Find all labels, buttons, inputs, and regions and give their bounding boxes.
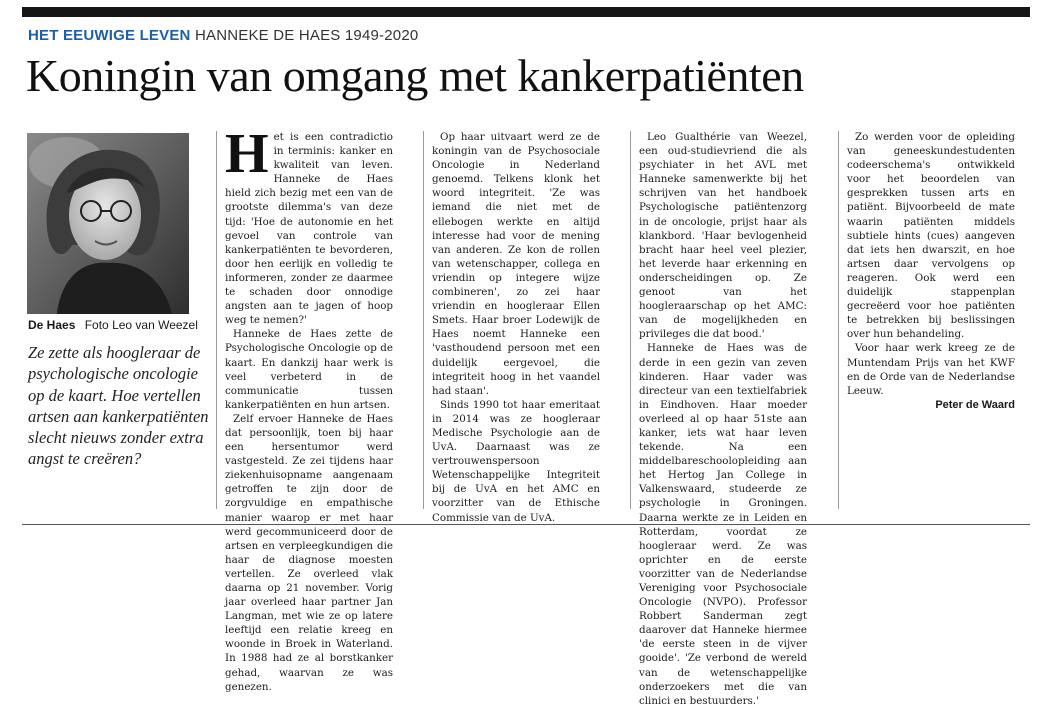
drop-cap: H (225, 123, 269, 185)
column-divider (423, 131, 424, 509)
subject-name-years: HANNEKE DE HAES 1949-2020 (194, 27, 419, 44)
section-label: HET EEUWIGE LEVEN (28, 27, 191, 44)
article-paragraph: Hanneke de Haes zette de Psychologische Oncologie op de kaart. En dankzij haar werk is veel verbeterd in de communicatie tussen kankerpatiënten en hun artsen. (225, 328, 393, 411)
author-byline: Peter de Waard (935, 398, 1015, 411)
portrait-photo (27, 133, 189, 314)
column-divider (838, 131, 839, 509)
article-headline: Koningin van omgang met kankerpatiënten (26, 50, 804, 101)
caption-name: De Haes (28, 318, 76, 332)
article-paragraph: Zelf ervoer Hanneke de Haes dat persoonlijk, toen bij haar een hersentumor werd vastgesteld. Ze zei tijdens haar ziekenhuisopname aangenaam getroffen te zijn door de zorgvuldige en empathische manier waarop er met haar werd gecommuniceerd door de artsen en verpleegkundigen die haar de diagnose moesten vertellen. Ze overleed vlak daarna op 21 november. Vorig jaar overleed haar partner Jan Langman, met wie ze op latere leeftijd een relatie kreeg en woonde in Broek in Waterland. In 1988 had ze al borstkanker gehad, waarvan ze was genezen. (225, 412, 393, 693)
column-divider (630, 131, 631, 509)
bottom-rule (22, 524, 1030, 525)
top-rule (22, 7, 1030, 17)
article-column-4 (847, 130, 1015, 412)
article-paragraph: Voor haar werk kreeg ze de Muntendam Prijs van het KWF en de Orde van de Nederlandse Leeuw. (847, 342, 1015, 397)
article-column-3 (639, 130, 807, 708)
article-paragraph: Sinds 1990 tot haar emeritaat in 2014 was ze hoogleraar Medische Psychologie aan de UvA. Daarnaast was ze vertrouwenspersoon Wetenschappelijke Integriteit bij de UvA en het AMC en voorzitter van de Ethische Commissie van de UvA. (432, 398, 600, 524)
article-column-2 (432, 130, 600, 525)
pull-quote: Ze zette als hoogleraar de psychologische oncologie op de kaart. Hoe vertellen artsen aan kankerpatiënten slecht nieuws zonder extra angst te creëren? (28, 343, 209, 469)
article-paragraph: Leo Gualthérie van Weezel, een oud-studievriend die als psychiater in het AVL met Hanneke samenwerkte bij het schrijven van het handboek Psychologische patiëntenzorg in de oncologie, prijst haar als klankbord. 'Haar bevlogenheid bracht haar heel veel plezier, het leverde haar erkenning en onderscheidingen op. Ze genoot van het hoogleraarschap op het AMC: van de mogelijkheden en privileges die dat bood.' (639, 131, 807, 341)
section-kicker (28, 27, 418, 44)
article-paragraph: Het is een contradictio in terminis: kanker en kwaliteit van leven. Hanneke de Haes hield zich bezig met een van de grootste dilemma's van deze tijd: 'Hoe de autonomie en het gevoel van controle van kankerpatiënten te bevorderen, door hen eerlijk en volledig te informeren, zonder ze daarmee te schaden door onnodige angsten aan te jagen of hoop weg te nemen?' (225, 123, 393, 327)
caption-credit: Foto Leo van Weezel (84, 318, 198, 332)
article-column-1 (225, 123, 393, 693)
article-paragraph: Op haar uitvaart werd ze de koningin van de Psychosociale Oncologie in Nederland genoemd. Telkens klonk het woord integriteit. 'Ze was iemand die niet met de ellebogen werkte en altijd interesse had voor de mening van anderen. Ze kon de rollen van wetenschapper, collega en vriendin op integere wijze combineren', zo zei haar vriendin en hoogleraar Ellen Smets. Haar broer Lodewijk de Haes noemt Hanneke een 'vasthoudend persoon met een duidelijk eergevoel, die integriteit hoog in het vaandel had staan'. (432, 131, 600, 397)
photo-caption (28, 318, 198, 332)
article-paragraph: Hanneke de Haes was de derde in een gezin van zeven kinderen. Haar vader was directeur van een textielfabriek in Eindhoven. Haar moeder overleed al op haar 51ste aan kanker, iets wat haar leven tekende. Na een middelbareschoolopleiding aan het Hertog Jan College in Valkenswaard, studeerde ze psychologie in Groningen. Daarna werkte ze in Leiden en Rotterdam, voordat ze hoogleraar werd. Ze was oprichter en de eerste voorzitter van de Nederlandse Vereniging voor Psychosociale Oncologie (NVPO). Professor Robbert Sanderman zegt daarover dat Hanneke hiermee 'de eerste steen in de vijver gooide'. 'Ze verbond de wereld van de wetenschappelijke onderzoekers met die van clinici en bestuurders.' (639, 342, 807, 707)
article-paragraph: Zo werden voor de opleiding van geneeskundestudenten codeerschema's ontwikkeld voor het beoordelen van gesprekken tussen arts en patiënt. Bijvoorbeeld de mate waarin patiënten middels subtiele hints (cues) aangeven dat iets hen dwarszit, en hoe artsen daar vervolgens op reageren. Ook werd een duidelijk stappenplan gecreëerd voor hoe patiënten te betrekken bij beslissingen over hun behandeling. (847, 131, 1015, 341)
column-divider (216, 131, 217, 509)
